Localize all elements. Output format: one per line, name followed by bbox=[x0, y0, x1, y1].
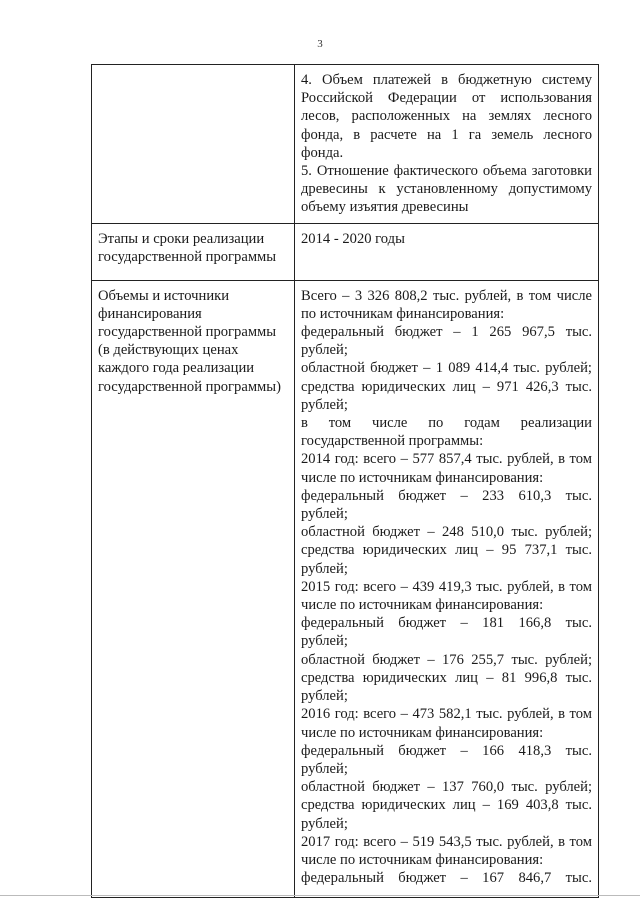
program-passport-table bbox=[91, 64, 599, 898]
text-line: Всего – 3 326 808,2 тыс. рублей, в том числе bbox=[301, 287, 592, 304]
funding-value-cell bbox=[295, 280, 599, 897]
text-line: федеральный бюджет – 233 610,3 тыс. bbox=[301, 487, 592, 504]
text-line: средства юридических лиц – 95 737,1 тыс. bbox=[301, 542, 592, 559]
page-number: 3 bbox=[317, 38, 323, 50]
text-line: рублей; bbox=[301, 760, 348, 777]
text-line: числе по источникам финансирования: bbox=[301, 597, 544, 614]
text-line: рублей; bbox=[301, 396, 348, 413]
text-line: рублей; bbox=[301, 815, 348, 832]
text-line: рублей; bbox=[301, 560, 348, 577]
text-line: финансирования bbox=[98, 305, 202, 322]
text-line: Объемы и источники bbox=[98, 287, 230, 304]
text-line: по источникам финансирования: bbox=[301, 305, 505, 322]
text-line: рублей; bbox=[301, 342, 348, 359]
text-line: государственной программы bbox=[98, 248, 277, 265]
text-line: Российской Федерации от использования bbox=[301, 90, 592, 107]
text-line: областной бюджет – 1 089 414,4 тыс. рублей; bbox=[301, 360, 592, 377]
stages-value: 2014 - 2020 годы bbox=[301, 230, 405, 247]
text-line: средства юридических лиц – 81 996,8 тыс. bbox=[301, 669, 592, 686]
text-line: рублей; bbox=[301, 688, 348, 705]
text-line: государственной программы) bbox=[98, 378, 281, 395]
text-line: областной бюджет – 137 760,0 тыс. рублей; bbox=[301, 779, 592, 796]
text-line: средства юридических лиц – 971 426,3 тыс. bbox=[301, 378, 592, 395]
funding-label-cell bbox=[92, 280, 295, 897]
text-line: областной бюджет – 176 255,7 тыс. рублей; bbox=[301, 651, 592, 668]
text-line: каждого года реализации bbox=[98, 360, 255, 377]
text-line: рублей; bbox=[301, 506, 348, 523]
text-line: 2016 год: всего – 473 582,1 тыс. рублей, в том bbox=[301, 706, 592, 723]
text-line: средства юридических лиц – 169 403,8 тыс. bbox=[301, 797, 592, 814]
text-line: государственной программы: bbox=[301, 433, 484, 450]
stages-label-cell bbox=[92, 223, 295, 280]
text-line: областной бюджет – 248 510,0 тыс. рублей; bbox=[301, 524, 592, 541]
text-line: числе по источникам финансирования: bbox=[301, 724, 544, 741]
text-line: 2015 год: всего – 439 419,3 тыс. рублей, в том bbox=[301, 578, 592, 595]
text-line: древесины к установленному допустимому bbox=[301, 181, 592, 198]
text-line: 5. Отношение фактического объема заготовки bbox=[301, 163, 592, 180]
table-row-indicators bbox=[92, 65, 599, 224]
row-label-empty bbox=[92, 65, 295, 224]
text-line: 4. Объем платежей в бюджетную систему bbox=[301, 72, 592, 88]
text-line: Этапы и сроки реализации bbox=[98, 230, 265, 247]
table-row-funding bbox=[92, 280, 599, 897]
text-line: числе по источникам финансирования: bbox=[301, 469, 544, 486]
text-line: числе по источникам финансирования: bbox=[301, 851, 544, 868]
text-line: фонда. bbox=[301, 144, 344, 161]
text-line: федеральный бюджет – 1 265 967,5 тыс. bbox=[301, 324, 592, 341]
text-line: 2017 год: всего – 519 543,5 тыс. рублей, в том bbox=[301, 833, 592, 850]
page-bottom-edge bbox=[0, 895, 640, 896]
text-line: федеральный бюджет – 166 418,3 тыс. bbox=[301, 742, 592, 759]
text-line: 2014 год: всего – 577 857,4 тыс. рублей, в том bbox=[301, 451, 592, 468]
table-row-stages bbox=[92, 223, 599, 280]
text-line: федеральный бюджет – 167 846,7 тыс. bbox=[301, 870, 592, 887]
text-line: (в действующих ценах bbox=[98, 342, 239, 359]
text-line: объему изъятия древесины bbox=[301, 199, 469, 216]
text-line: государственной программы bbox=[98, 324, 277, 341]
text-line: федеральный бюджет – 181 166,8 тыс. bbox=[301, 615, 592, 632]
text-line: лесов, расположенных на землях лесного bbox=[301, 108, 592, 125]
stages-value-cell bbox=[295, 223, 599, 280]
text-line: фонда, в расчете на 1 га земель лесного bbox=[301, 126, 592, 143]
text-line: в том числе по годам реализации bbox=[301, 415, 592, 432]
indicators-cell bbox=[295, 65, 599, 224]
text-line: рублей; bbox=[301, 633, 348, 650]
